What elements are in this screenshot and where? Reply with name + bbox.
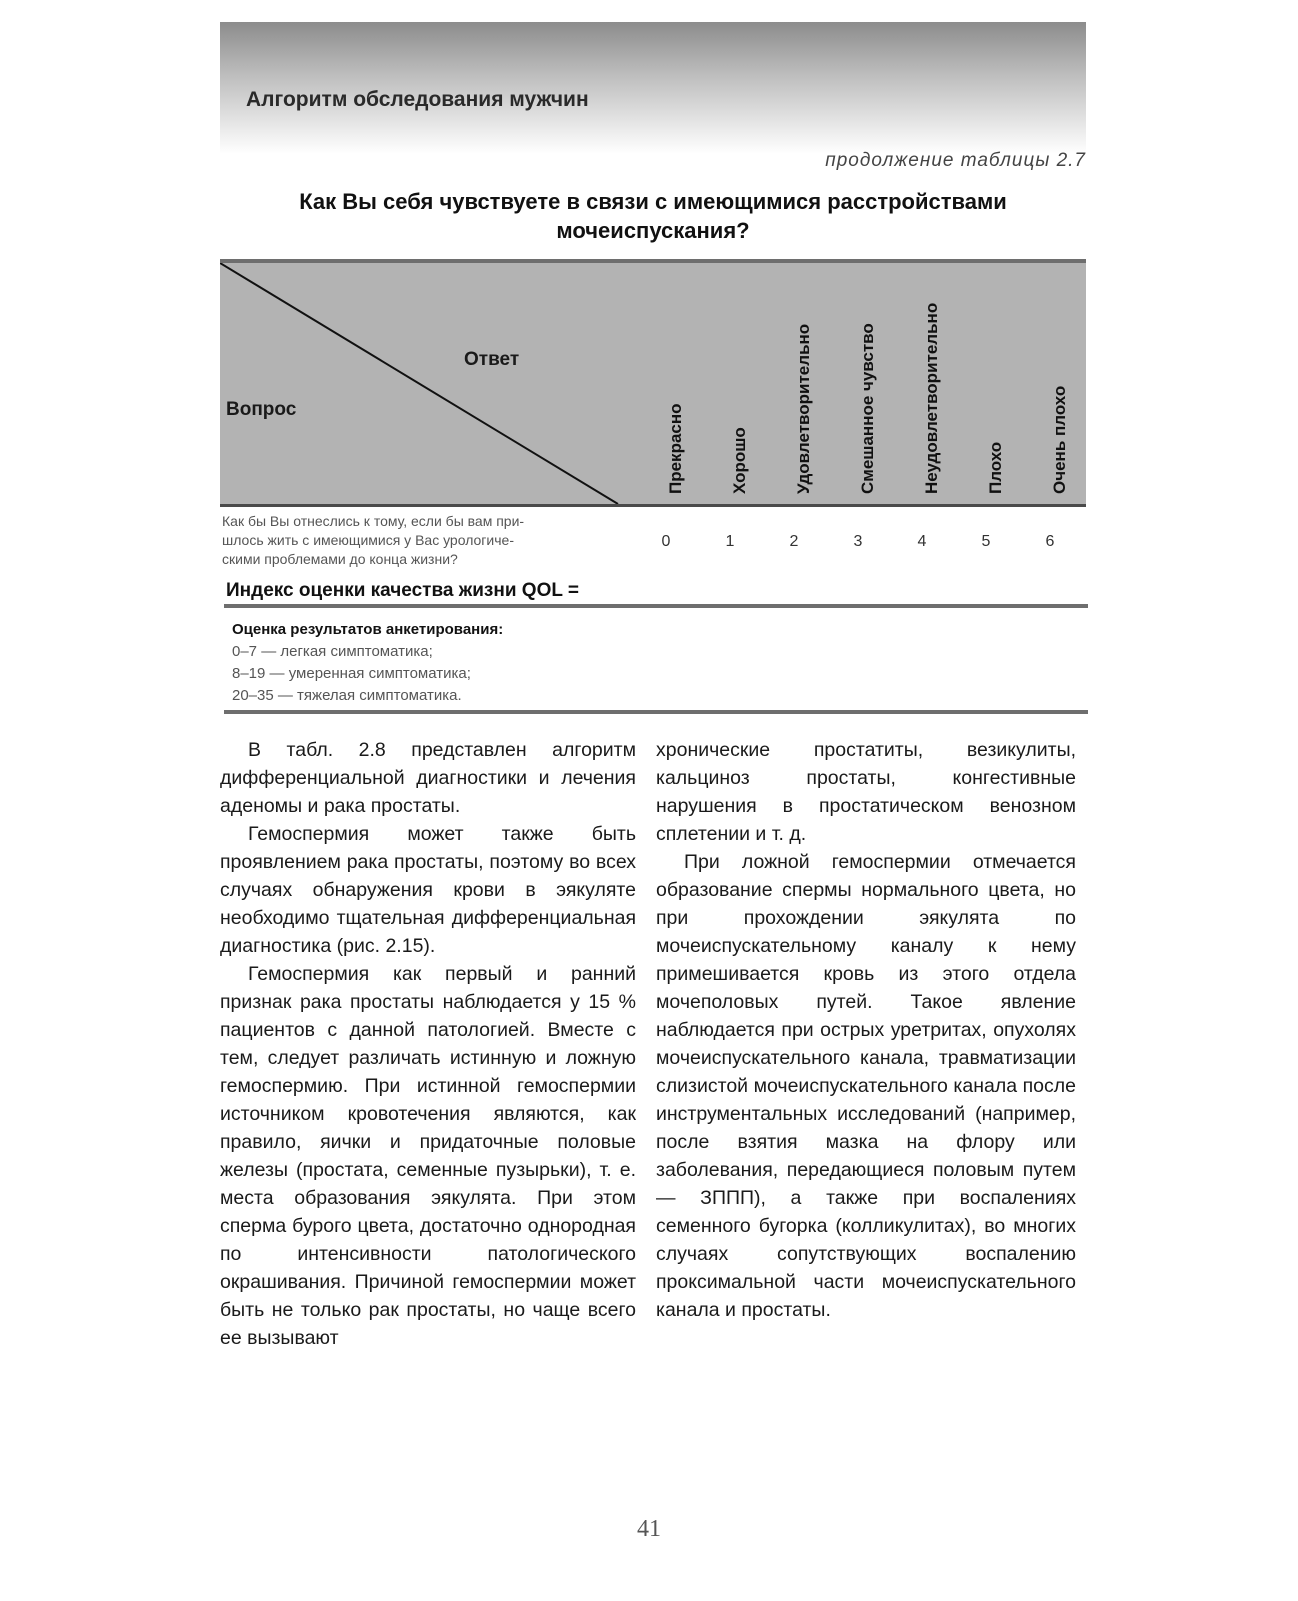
table-title-line-1: Как Вы себя чувствуете в связи с имеющимися расстройствами bbox=[299, 189, 1007, 214]
page-number: 41 bbox=[637, 1516, 661, 1542]
score-cell: 3 bbox=[853, 533, 863, 550]
score-cell: 5 bbox=[981, 533, 991, 550]
evaluation-line: 8–19 — умеренная симптоматика; bbox=[232, 665, 471, 682]
score-cell: 6 bbox=[1045, 533, 1055, 550]
table-bottom-rule bbox=[224, 710, 1088, 714]
paragraph: В табл. 2.8 представлен алгоритм дифференциальной диагностики и лечения аденомы и рака простаты. bbox=[220, 739, 636, 817]
column-header-satisfactory: Удовлетворительно bbox=[794, 323, 813, 494]
table-continuation-label: продолжение таблицы 2.7 bbox=[825, 150, 1086, 171]
corner-question-label: Вопрос bbox=[226, 399, 297, 420]
column-header-bad: Плохо bbox=[986, 441, 1005, 494]
column-header-excellent: Прекрасно bbox=[666, 403, 685, 494]
score-cell: 0 bbox=[661, 533, 671, 550]
table-title bbox=[220, 187, 1086, 245]
paragraph: При ложной гемоспермии отмечается образование спермы нормального цвета, но при прохождении эякулята по мочеиспускательному каналу к нему примешивается кровь из этого отдела мочеполовых путей. Такое явление наблюдается при острых уретритах, опухолях мочеиспускательного канала, травматизации слизистой мочеиспускательного канала после инструментальных исследований (например, после взятия мазка на флору или заболевания, передающиеся половым путем — ЗППП), а также при воспалениях семенного бугорка (колликулитах), во многих случаях сопутствующих воспалению проксимальной части мочеиспускательного канала и простаты. bbox=[656, 851, 1076, 1321]
paragraph: Гемоспермия может также быть проявлением рака простаты, поэтому во всех случаях обнаружения крови в эякуляте необходимо тщательная дифференциальная диагностика (рис. 2.15). bbox=[220, 823, 636, 957]
body-column-right bbox=[656, 736, 1076, 1324]
corner-answer-label: Ответ bbox=[464, 349, 520, 370]
running-header-title: Алгоритм обследования мужчин bbox=[246, 88, 589, 111]
score-cell: 1 bbox=[725, 533, 735, 550]
evaluation-title: Оценка результатов анкетирования: bbox=[232, 621, 504, 638]
table-title-line-2: мочеиспускания? bbox=[556, 218, 750, 243]
evaluation-line: 20–35 — тяжелая симптоматика. bbox=[232, 687, 462, 704]
paragraph: Гемоспермия как первый и ранний признак рака простаты наблюдается у 15 % пациентов с данной патологией. Вместе с тем, следует различать истинную и ложную гемоспермию. При истинной гемоспермии источником кровотечения являются, как правило, яички и придаточные половые железы (простата, семенные пузырьки), т. е. места образования эякулята. При этом сперма бурого цвета, достаточно однородная по интенсивности патологического окрашивания. Причиной гемоспермии может быть не только рак простаты, но чаще всего ее вызывают bbox=[220, 963, 636, 1349]
body-column-left bbox=[220, 736, 636, 1352]
paragraph: хронические простатиты, везикулиты, кальциноз простаты, конгестивные нарушения в простатическом венозном сплетении и т. д. bbox=[656, 739, 1076, 845]
qol-index-label: Индекс оценки качества жизни QOL = bbox=[226, 580, 579, 601]
table-header bbox=[220, 259, 1086, 507]
column-header-very-bad: Очень плохо bbox=[1050, 385, 1069, 494]
column-header-unsatisfactory: Неудовлетворительно bbox=[922, 302, 941, 494]
column-header-good: Хорошо bbox=[730, 427, 749, 494]
column-header-mixed: Смешанное чувство bbox=[858, 323, 877, 494]
table-row-question: Как бы Вы отнеслись к тому, если бы вам при- шлось жить с имеющимися у Вас урологиче- скими проблемами до конца жизни? bbox=[222, 513, 525, 567]
table-divider-rule bbox=[224, 604, 1088, 608]
evaluation-line: 0–7 — легкая симптоматика; bbox=[232, 643, 433, 660]
score-cell: 4 bbox=[917, 533, 927, 550]
score-cell: 2 bbox=[789, 533, 799, 550]
